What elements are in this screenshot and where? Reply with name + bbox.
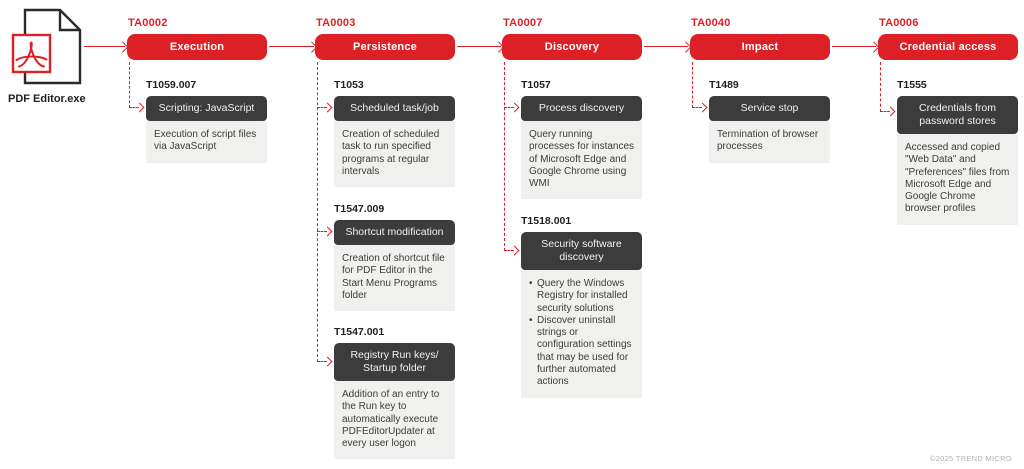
pdf-file-icon xyxy=(8,8,92,86)
technique-description: Creation of shortcut file for PDF Editor in the Start Menu Programs folder xyxy=(334,245,455,311)
arrowhead-icon xyxy=(886,107,896,117)
tactic-column-persistence xyxy=(315,0,455,469)
flow-arrow xyxy=(457,46,501,47)
technique-scripting-javascript xyxy=(146,79,267,163)
tactic-box-credential-access: Credential access xyxy=(878,34,1018,60)
technique-name: Scheduled task/job xyxy=(334,96,455,121)
technique-id: T1059.007 xyxy=(146,79,197,91)
tactic-column-impact xyxy=(690,0,830,469)
technique-name: Credentials from password stores xyxy=(897,96,1018,134)
flow-arrow xyxy=(832,46,876,47)
technique-id: T1547.001 xyxy=(334,326,385,338)
technique-bullet: • Query the Windows Registry for installed security solutions xyxy=(537,278,637,315)
tactic-box-impact: Impact xyxy=(690,34,830,60)
source-file-label: PDF Editor.exe xyxy=(8,93,86,105)
technique-description: Query running processes for instances of Microsoft Edge and Google Chrome using WMI xyxy=(521,121,642,199)
technique-id: T1547.009 xyxy=(334,203,385,215)
flow-arrow xyxy=(84,46,125,47)
technique-name: Scripting: JavaScript xyxy=(146,96,267,121)
tactic-column-execution xyxy=(127,0,267,469)
technique-shortcut-modification xyxy=(334,203,455,311)
technique-description: Addition of an entry to the Run key to automatically execute PDFEditorUpdater at every user logon xyxy=(334,381,455,459)
technique-bullet: • Discover uninstall strings or configuration settings that may be used for further automated actions xyxy=(537,315,637,389)
tactic-box-discovery: Discovery xyxy=(502,34,642,60)
arrowhead-icon xyxy=(135,103,145,113)
connector-line xyxy=(504,62,505,251)
technique-id: T1489 xyxy=(709,79,739,91)
tactic-id: TA0002 xyxy=(128,17,168,29)
flow-arrow xyxy=(644,46,688,47)
technique-description: Accessed and copied "Web Data" and "Preferences" files from Microsoft Edge and Google Chrome browser profiles xyxy=(897,134,1018,225)
tactic-box-execution: Execution xyxy=(127,34,267,60)
technique-name: Registry Run keys/ Startup folder xyxy=(334,343,455,381)
copyright-notice: ©2025 TREND MICRO xyxy=(929,454,1012,463)
tactic-id: TA0040 xyxy=(691,17,731,29)
arrowhead-icon xyxy=(323,103,333,113)
tactic-id: TA0006 xyxy=(879,17,919,29)
technique-service-stop xyxy=(709,79,830,163)
connector-line xyxy=(129,62,130,108)
tactic-id: TA0003 xyxy=(316,17,356,29)
flow-arrow xyxy=(269,46,314,47)
technique-bullet-list xyxy=(529,278,637,389)
arrowhead-icon xyxy=(323,357,333,367)
arrowhead-icon xyxy=(680,41,691,52)
arrowhead-icon xyxy=(510,246,520,256)
technique-process-discovery xyxy=(521,79,642,199)
technique-description: Creation of scheduled task to run specified programs at regular intervals xyxy=(334,121,455,187)
technique-name: Service stop xyxy=(709,96,830,121)
arrowhead-icon xyxy=(698,103,708,113)
arrowhead-icon xyxy=(117,41,128,52)
arrowhead-icon xyxy=(868,41,879,52)
technique-credentials-from-password-stores xyxy=(897,79,1018,225)
technique-scheduled-task xyxy=(334,79,455,187)
connector-line xyxy=(880,62,881,112)
tactic-column-credential-access xyxy=(878,0,1018,469)
connector-line xyxy=(692,62,693,108)
technique-id: T1057 xyxy=(521,79,551,91)
technique-description xyxy=(521,270,642,398)
technique-id: T1555 xyxy=(897,79,927,91)
technique-description: Execution of script files via JavaScript xyxy=(146,121,267,163)
tactic-column-discovery xyxy=(502,0,642,469)
technique-id: T1053 xyxy=(334,79,364,91)
technique-security-software-discovery xyxy=(521,215,642,398)
technique-registry-run-keys xyxy=(334,326,455,459)
technique-id: T1518.001 xyxy=(521,215,572,227)
arrowhead-icon xyxy=(510,103,520,113)
technique-name: Shortcut modification xyxy=(334,220,455,245)
technique-name: Security software discovery xyxy=(521,232,642,270)
technique-name: Process discovery xyxy=(521,96,642,121)
technique-description: Termination of browser processes xyxy=(709,121,830,163)
source-file xyxy=(8,8,92,108)
tactic-box-persistence: Persistence xyxy=(315,34,455,60)
arrowhead-icon xyxy=(323,227,333,237)
tactic-id: TA0007 xyxy=(503,17,543,29)
